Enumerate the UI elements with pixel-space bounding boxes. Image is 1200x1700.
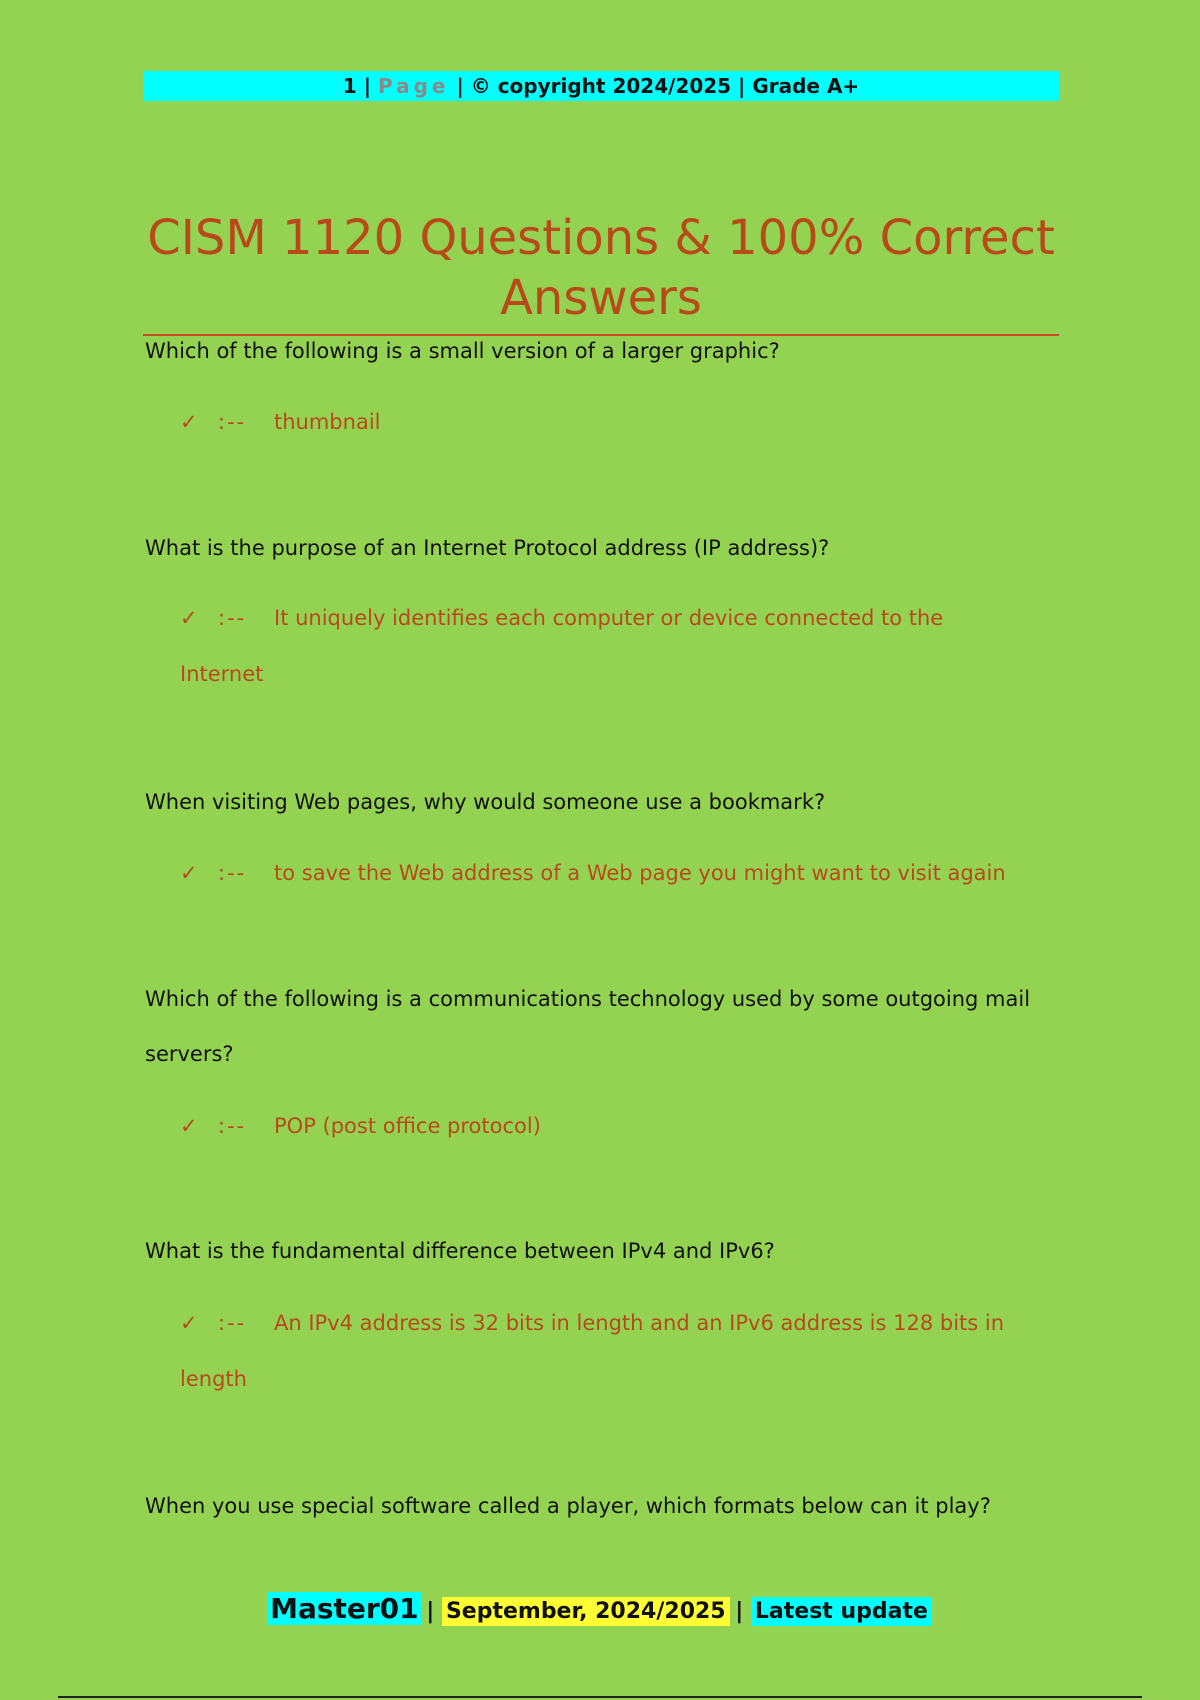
answer-text: POP (post office protocol) <box>274 1114 541 1138</box>
answer-prefix: :-- <box>218 606 247 630</box>
document-title: CISM 1120 Questions & 100% Correct Answers <box>147 210 1055 326</box>
check-icon: ✓ <box>180 1114 198 1138</box>
answer-2 <box>180 590 980 702</box>
answer-text: thumbnail <box>274 410 381 434</box>
page-number: 1 <box>342 74 357 98</box>
bottom-divider <box>58 1696 1142 1698</box>
question-5: What is the fundamental difference between IPv4 and IPv6? <box>145 1239 775 1263</box>
check-icon: ✓ <box>180 606 198 630</box>
answer-3 <box>180 845 1060 901</box>
check-icon: ✓ <box>180 861 198 885</box>
footer-brand: Master01 <box>270 1592 419 1625</box>
check-icon: ✓ <box>180 410 198 434</box>
answer-4 <box>180 1098 1060 1154</box>
question-1: Which of the following is a small version of a larger graphic? <box>145 339 780 363</box>
answer-text: An IPv4 address is 32 bits in length and an IPv6 address is 128 bits in length <box>180 1311 1005 1391</box>
question-3: When visiting Web pages, why would someone use a bookmark? <box>145 790 826 814</box>
answer-text: to save the Web address of a Web page you might want to visit again <box>274 861 1006 885</box>
page-header-band: 1 | Page | © copyright 2024/2025 | Grade A+ <box>143 71 1059 101</box>
question-6: When you use special software called a player, which formats below can it play? <box>145 1494 991 1518</box>
question-4: Which of the following is a communications technology used by some outgoing mail servers? <box>145 987 1031 1066</box>
page-footer: Master01 | September, 2024/2025 | Latest update <box>0 1592 1200 1625</box>
answer-prefix: :-- <box>218 861 247 885</box>
answer-prefix: :-- <box>218 1114 247 1138</box>
check-icon: ✓ <box>180 1311 198 1335</box>
answer-5 <box>180 1295 1025 1407</box>
page-label: Page <box>377 74 450 98</box>
copyright-text: © copyright 2024/2025 <box>470 74 732 98</box>
grade-text: Grade A+ <box>752 74 860 98</box>
answer-prefix: :-- <box>218 1311 247 1335</box>
footer-latest-update: Latest update <box>751 1597 932 1626</box>
answer-1 <box>180 394 1060 450</box>
answer-text: It uniquely identifies each computer or device connected to the Internet <box>180 606 944 686</box>
footer-date: September, 2024/2025 <box>442 1597 730 1626</box>
question-2: What is the purpose of an Internet Protocol address (IP address)? <box>145 536 830 560</box>
answer-prefix: :-- <box>218 410 247 434</box>
